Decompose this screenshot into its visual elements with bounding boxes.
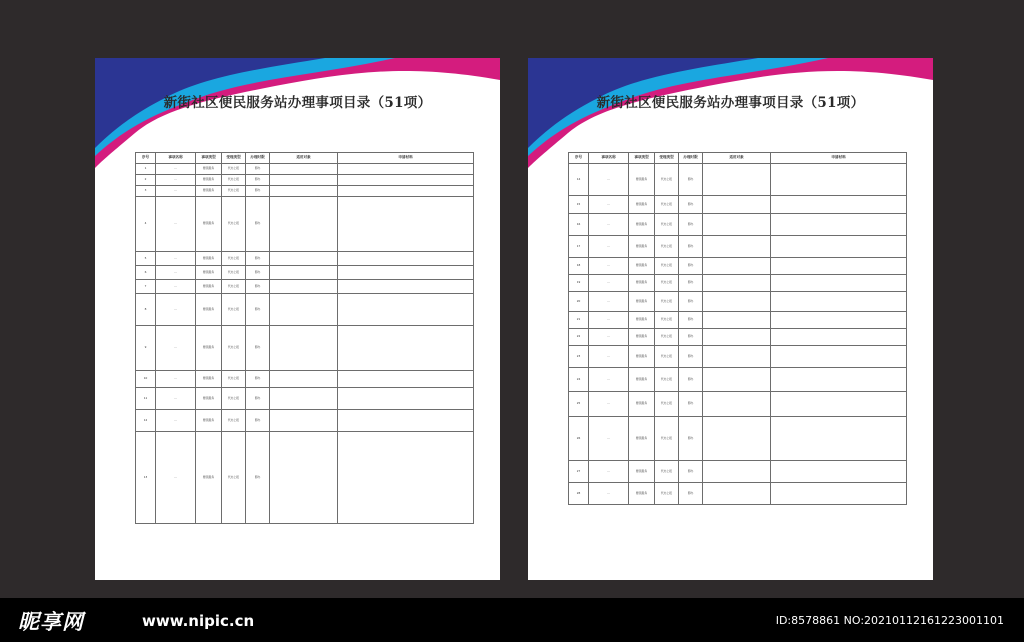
item-type: 便民服务 <box>629 483 655 505</box>
application-materials <box>771 292 907 312</box>
time-limit: 即办 <box>679 392 703 417</box>
accept-type: 代办上报 <box>655 417 679 461</box>
item-name: … <box>156 371 196 388</box>
item-type: 便民服务 <box>629 275 655 292</box>
table-row <box>136 197 474 252</box>
table-row <box>136 410 474 432</box>
item-type: 便民服务 <box>629 392 655 417</box>
header-materials: 申请材料 <box>338 153 474 164</box>
item-name: … <box>156 388 196 410</box>
row-number: 22 <box>569 329 589 346</box>
item-name: … <box>589 329 629 346</box>
accept-type: 代办上报 <box>222 197 246 252</box>
header-accept: 受理类型 <box>222 153 246 164</box>
table-row <box>569 164 907 196</box>
accept-type: 代办上报 <box>655 461 679 483</box>
accept-type: 代办上报 <box>655 236 679 258</box>
table-row <box>136 280 474 294</box>
applicable-object <box>270 164 338 175</box>
application-materials <box>771 346 907 368</box>
row-number: 15 <box>569 196 589 214</box>
applicable-object <box>270 371 338 388</box>
time-limit: 即办 <box>246 252 270 266</box>
time-limit: 即办 <box>679 483 703 505</box>
application-materials <box>771 164 907 196</box>
applicable-object <box>703 346 771 368</box>
accept-type: 代办上报 <box>655 258 679 275</box>
table-row <box>136 164 474 175</box>
applicable-object <box>703 483 771 505</box>
item-name: … <box>156 197 196 252</box>
row-number: 2 <box>136 175 156 186</box>
item-type: 便民服务 <box>196 294 222 326</box>
applicable-object <box>703 461 771 483</box>
row-number: 28 <box>569 483 589 505</box>
time-limit: 即办 <box>246 326 270 371</box>
application-materials <box>338 266 474 280</box>
left-poster <box>95 58 500 580</box>
item-type: 便民服务 <box>196 280 222 294</box>
table-row <box>569 346 907 368</box>
item-name: … <box>589 417 629 461</box>
accept-type: 代办上报 <box>222 326 246 371</box>
applicable-object <box>270 197 338 252</box>
application-materials <box>771 417 907 461</box>
accept-type: 代办上报 <box>655 483 679 505</box>
time-limit: 即办 <box>246 175 270 186</box>
application-materials <box>771 461 907 483</box>
watermark-url: www.nipic.cn <box>142 612 255 630</box>
time-limit: 即办 <box>679 461 703 483</box>
row-number: 9 <box>136 326 156 371</box>
time-limit: 即办 <box>679 196 703 214</box>
item-name: … <box>589 392 629 417</box>
header-accept: 受理类型 <box>655 153 679 164</box>
header-no: 序号 <box>569 153 589 164</box>
watermark-logo: 昵享网 <box>18 609 84 634</box>
accept-type: 代办上报 <box>222 252 246 266</box>
row-number: 5 <box>136 252 156 266</box>
time-limit: 即办 <box>679 214 703 236</box>
item-name: … <box>156 280 196 294</box>
applicable-object <box>270 294 338 326</box>
item-name: … <box>589 483 629 505</box>
poster-title: 新街社区便民服务站办理事项目录（51项） <box>596 95 865 111</box>
item-type: 便民服务 <box>196 252 222 266</box>
application-materials <box>771 392 907 417</box>
application-materials <box>771 258 907 275</box>
item-type: 便民服务 <box>629 214 655 236</box>
time-limit: 即办 <box>679 236 703 258</box>
table-row <box>569 236 907 258</box>
item-name: … <box>589 258 629 275</box>
application-materials <box>771 275 907 292</box>
watermark-id: ID:8578861 NO:20210112161223001101 <box>775 614 1004 627</box>
accept-type: 代办上报 <box>655 346 679 368</box>
accept-type: 代办上报 <box>222 371 246 388</box>
row-number: 19 <box>569 275 589 292</box>
table-row <box>569 329 907 346</box>
applicable-object <box>703 164 771 196</box>
row-number: 23 <box>569 346 589 368</box>
time-limit: 即办 <box>679 329 703 346</box>
table-row <box>569 292 907 312</box>
table-row <box>569 417 907 461</box>
item-name: … <box>589 461 629 483</box>
right-poster <box>528 58 933 580</box>
applicable-object <box>703 236 771 258</box>
header-type: 事项类型 <box>196 153 222 164</box>
table-row <box>136 432 474 524</box>
item-name: … <box>589 275 629 292</box>
application-materials <box>771 236 907 258</box>
accept-type: 代办上报 <box>655 368 679 392</box>
application-materials <box>771 368 907 392</box>
row-number: 20 <box>569 292 589 312</box>
applicable-object <box>703 329 771 346</box>
header-object: 适用对象 <box>703 153 771 164</box>
table-row <box>569 196 907 214</box>
accept-type: 代办上报 <box>655 214 679 236</box>
table-row <box>569 258 907 275</box>
item-type: 便民服务 <box>196 410 222 432</box>
item-type: 便民服务 <box>196 266 222 280</box>
accept-type: 代办上报 <box>222 266 246 280</box>
accept-type: 代办上报 <box>222 280 246 294</box>
item-type: 便民服务 <box>629 329 655 346</box>
header-type: 事项类型 <box>629 153 655 164</box>
time-limit: 即办 <box>679 164 703 196</box>
time-limit: 即办 <box>246 186 270 197</box>
item-name: … <box>589 312 629 329</box>
applicable-object <box>703 368 771 392</box>
accept-type: 代办上报 <box>655 275 679 292</box>
table-row <box>569 275 907 292</box>
time-limit: 即办 <box>679 258 703 275</box>
item-name: … <box>156 432 196 524</box>
items-table <box>568 152 907 505</box>
accept-type: 代办上报 <box>222 186 246 197</box>
row-number: 1 <box>136 164 156 175</box>
item-name: … <box>589 292 629 312</box>
application-materials <box>338 175 474 186</box>
application-materials <box>338 294 474 326</box>
item-name: … <box>156 410 196 432</box>
item-type: 便民服务 <box>196 371 222 388</box>
application-materials <box>338 432 474 524</box>
item-type: 便民服务 <box>196 326 222 371</box>
row-number: 17 <box>569 236 589 258</box>
accept-type: 代办上报 <box>655 329 679 346</box>
table-row <box>136 266 474 280</box>
time-limit: 即办 <box>246 266 270 280</box>
time-limit: 即办 <box>679 312 703 329</box>
time-limit: 即办 <box>246 280 270 294</box>
header-name: 事项名称 <box>589 153 629 164</box>
applicable-object <box>703 196 771 214</box>
applicable-object <box>703 258 771 275</box>
row-number: 16 <box>569 214 589 236</box>
table-row <box>569 214 907 236</box>
item-type: 便民服务 <box>196 175 222 186</box>
table-row <box>136 175 474 186</box>
application-materials <box>338 164 474 175</box>
applicable-object <box>703 392 771 417</box>
table-row <box>136 186 474 197</box>
table-row <box>569 392 907 417</box>
item-type: 便民服务 <box>629 346 655 368</box>
item-type: 便民服务 <box>629 236 655 258</box>
item-type: 便民服务 <box>629 417 655 461</box>
time-limit: 即办 <box>246 164 270 175</box>
row-number: 24 <box>569 368 589 392</box>
accept-type: 代办上报 <box>222 294 246 326</box>
header-object: 适用对象 <box>270 153 338 164</box>
item-name: … <box>156 186 196 197</box>
item-name: … <box>589 214 629 236</box>
time-limit: 即办 <box>246 371 270 388</box>
row-number: 8 <box>136 294 156 326</box>
item-type: 便民服务 <box>629 196 655 214</box>
item-name: … <box>156 294 196 326</box>
item-type: 便民服务 <box>629 368 655 392</box>
accept-type: 代办上报 <box>222 432 246 524</box>
poster-title: 新街社区便民服务站办理事项目录（51项） <box>163 95 432 111</box>
time-limit: 即办 <box>246 410 270 432</box>
table-row <box>136 326 474 371</box>
row-number: 11 <box>136 388 156 410</box>
applicable-object <box>270 410 338 432</box>
application-materials <box>771 214 907 236</box>
item-name: … <box>589 164 629 196</box>
row-number: 18 <box>569 258 589 275</box>
time-limit: 即办 <box>246 197 270 252</box>
item-name: … <box>156 164 196 175</box>
time-limit: 即办 <box>679 368 703 392</box>
applicable-object <box>703 417 771 461</box>
table-row <box>569 461 907 483</box>
row-number: 12 <box>136 410 156 432</box>
application-materials <box>338 252 474 266</box>
application-materials <box>338 197 474 252</box>
item-type: 便民服务 <box>196 432 222 524</box>
row-number: 6 <box>136 266 156 280</box>
item-name: … <box>156 175 196 186</box>
time-limit: 即办 <box>679 346 703 368</box>
accept-type: 代办上报 <box>222 410 246 432</box>
item-type: 便民服务 <box>196 197 222 252</box>
item-name: … <box>589 368 629 392</box>
table-row <box>569 312 907 329</box>
accept-type: 代办上报 <box>222 388 246 410</box>
item-type: 便民服务 <box>196 186 222 197</box>
applicable-object <box>270 266 338 280</box>
applicable-object <box>270 432 338 524</box>
applicable-object <box>270 186 338 197</box>
applicable-object <box>270 252 338 266</box>
applicable-object <box>270 388 338 410</box>
applicable-object <box>270 175 338 186</box>
item-name: … <box>156 252 196 266</box>
row-number: 3 <box>136 186 156 197</box>
accept-type: 代办上报 <box>222 164 246 175</box>
item-type: 便民服务 <box>629 164 655 196</box>
table-row <box>569 368 907 392</box>
application-materials <box>338 388 474 410</box>
time-limit: 即办 <box>246 432 270 524</box>
accept-type: 代办上报 <box>222 175 246 186</box>
header-time: 办理时限 <box>679 153 703 164</box>
application-materials <box>338 371 474 388</box>
applicable-object <box>703 312 771 329</box>
row-number: 13 <box>136 432 156 524</box>
row-number: 10 <box>136 371 156 388</box>
item-type: 便民服务 <box>629 292 655 312</box>
header-no: 序号 <box>136 153 156 164</box>
table-header-row <box>569 153 907 164</box>
item-name: … <box>589 196 629 214</box>
header-materials: 申请材料 <box>771 153 907 164</box>
table-row <box>136 371 474 388</box>
item-name: … <box>589 346 629 368</box>
header-time: 办理时限 <box>246 153 270 164</box>
row-number: 21 <box>569 312 589 329</box>
item-type: 便民服务 <box>629 312 655 329</box>
table-row <box>136 294 474 326</box>
item-name: … <box>589 236 629 258</box>
accept-type: 代办上报 <box>655 164 679 196</box>
items-table <box>135 152 474 524</box>
item-type: 便民服务 <box>196 388 222 410</box>
application-materials <box>771 196 907 214</box>
accept-type: 代办上报 <box>655 392 679 417</box>
application-materials <box>338 410 474 432</box>
accept-type: 代办上报 <box>655 292 679 312</box>
applicable-object <box>703 275 771 292</box>
item-type: 便民服务 <box>196 164 222 175</box>
applicable-object <box>703 292 771 312</box>
item-type: 便民服务 <box>629 461 655 483</box>
time-limit: 即办 <box>679 292 703 312</box>
time-limit: 即办 <box>679 417 703 461</box>
accept-type: 代办上报 <box>655 312 679 329</box>
item-type: 便民服务 <box>629 258 655 275</box>
item-name: … <box>156 326 196 371</box>
time-limit: 即办 <box>246 294 270 326</box>
table-row <box>136 252 474 266</box>
application-materials <box>338 280 474 294</box>
row-number: 7 <box>136 280 156 294</box>
applicable-object <box>703 214 771 236</box>
table-row <box>136 388 474 410</box>
row-number: 25 <box>569 392 589 417</box>
row-number: 26 <box>569 417 589 461</box>
application-materials <box>338 186 474 197</box>
table-header-row <box>136 153 474 164</box>
row-number: 27 <box>569 461 589 483</box>
table-row <box>569 483 907 505</box>
application-materials <box>771 483 907 505</box>
application-materials <box>771 329 907 346</box>
item-name: … <box>156 266 196 280</box>
applicable-object <box>270 280 338 294</box>
application-materials <box>338 326 474 371</box>
header-name: 事项名称 <box>156 153 196 164</box>
application-materials <box>771 312 907 329</box>
row-number: 4 <box>136 197 156 252</box>
accept-type: 代办上报 <box>655 196 679 214</box>
applicable-object <box>270 326 338 371</box>
time-limit: 即办 <box>679 275 703 292</box>
time-limit: 即办 <box>246 388 270 410</box>
row-number: 14 <box>569 164 589 196</box>
